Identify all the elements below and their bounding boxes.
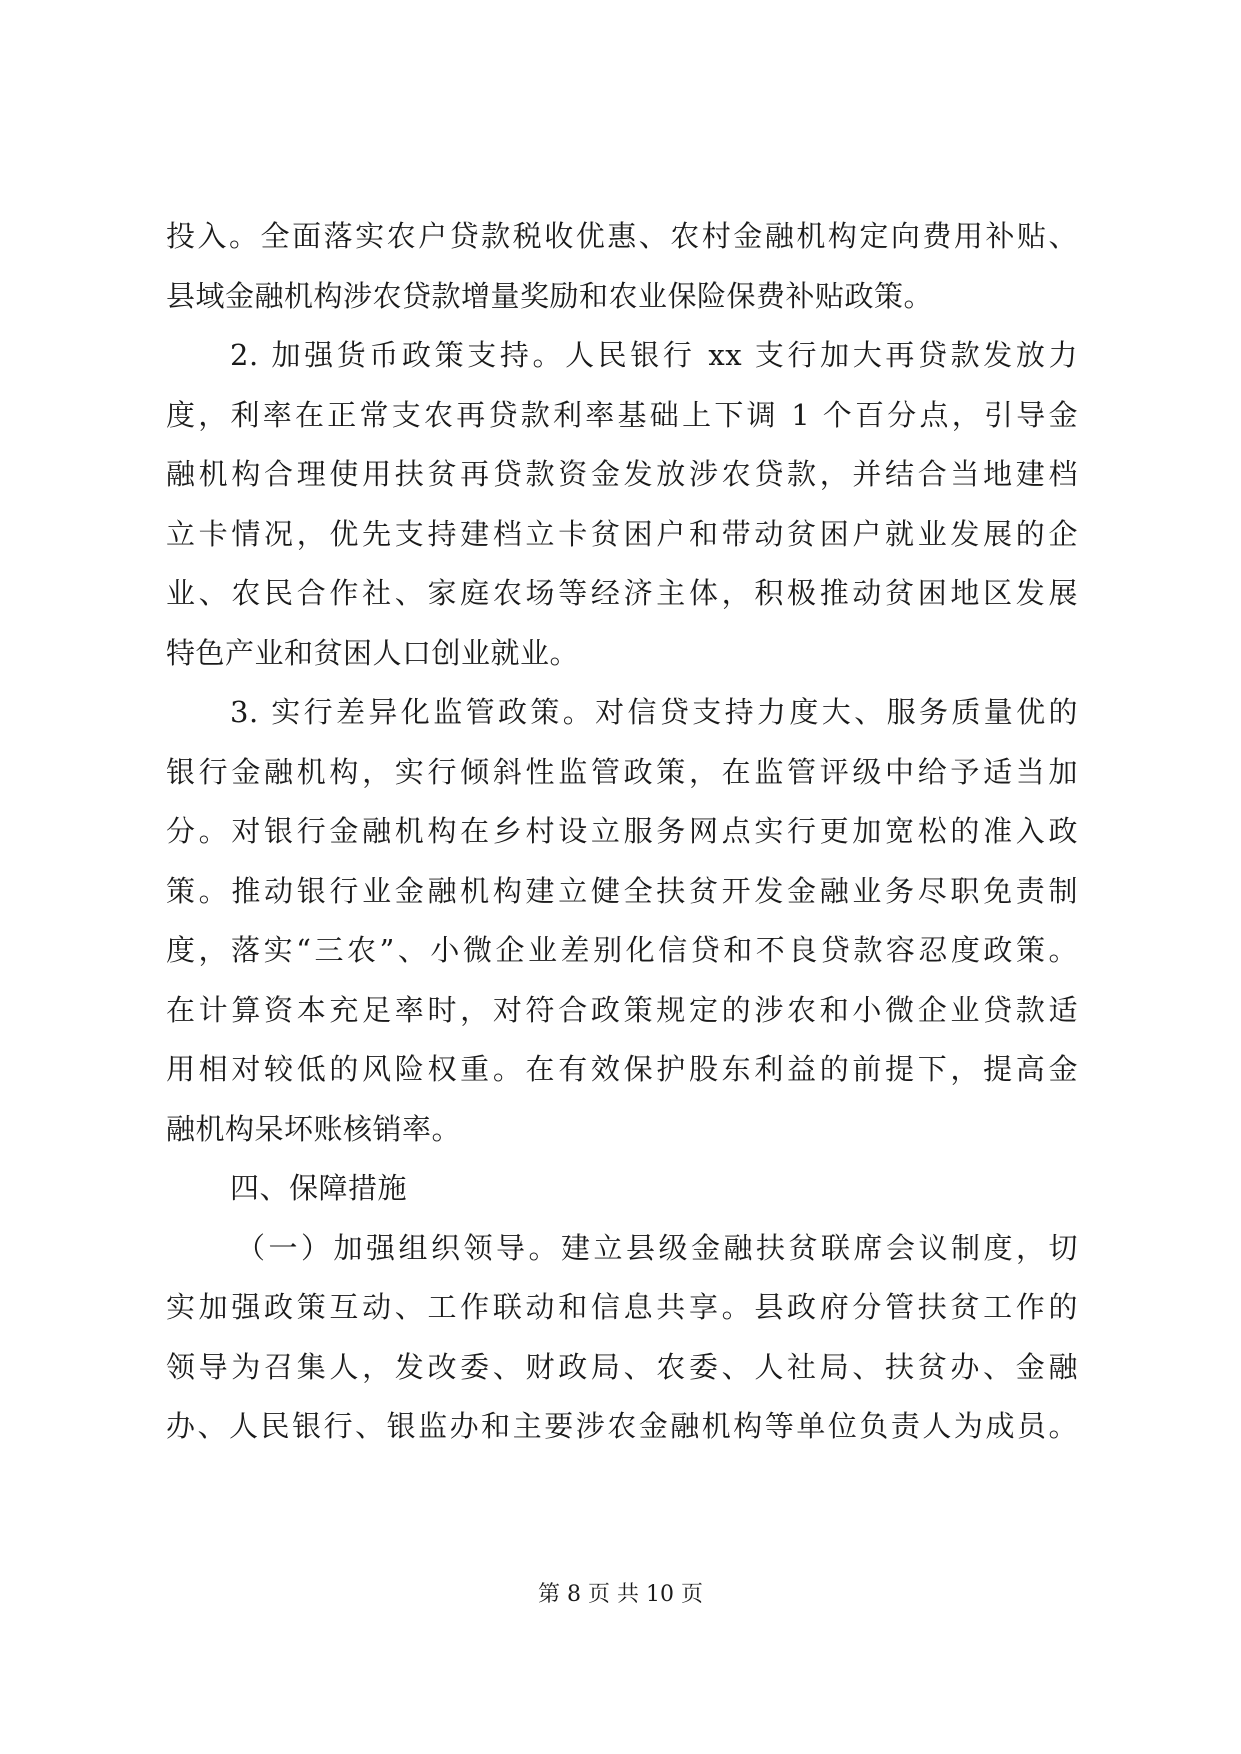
text-line: 融机构呆坏账核销率。	[166, 1111, 462, 1146]
document-body	[166, 207, 1078, 1457]
text-line: 投入。全面落实农户贷款税收优惠、农村金融机构定向费用补贴、	[166, 219, 1078, 253]
text-line: 度，落实“三农”、小微企业差别化信贷和不良贷款容忍度政策。	[166, 933, 1078, 967]
text-line: 领导为召集人，发改委、财政局、农委、人社局、扶贫办、金融	[166, 1349, 1078, 1384]
text-line: 分。对银行金融机构在乡村设立服务网点实行更加宽松的准入政	[166, 814, 1078, 848]
text-line: 度，利率在正常支农再贷款利率基础上下调 1 个百分点，引导金	[166, 397, 1078, 432]
text-line: （一）加强组织领导。建立县级金融扶贫联席会议制度，切	[236, 1230, 1078, 1265]
page-number-footer: 第 8 页 共 10 页	[538, 1582, 703, 1607]
text-line: 在计算资本充足率时，对符合政策规定的涉农和小微企业贷款适	[166, 992, 1078, 1027]
text-line: 融机构合理使用扶贫再贷款资金发放涉农贷款，并结合当地建档	[166, 457, 1078, 491]
text-line: 实加强政策互动、工作联动和信息共享。县政府分管扶贫工作的	[166, 1290, 1078, 1324]
text-line: 2. 加强货币政策支持。人民银行 xx 支行加大再贷款发放力	[230, 338, 1078, 372]
text-line: 用相对较低的风险权重。在有效保护股东利益的前提下，提高金	[166, 1052, 1078, 1086]
text-line: 立卡情况，优先支持建档立卡贫困户和带动贫困户就业发展的企	[166, 516, 1078, 551]
text-line: 业、农民合作社、家庭农场等经济主体，积极推动贫困地区发展	[166, 576, 1078, 610]
text-line: 策。推动银行业金融机构建立健全扶贫开发金融业务尽职免责制	[166, 873, 1078, 908]
text-line: 特色产业和贫困人口创业就业。	[166, 635, 580, 670]
text-line: 县域金融机构涉农贷款增量奖励和农业保险保费补贴政策。	[166, 278, 934, 313]
text-line: 银行金融机构，实行倾斜性监管政策，在监管评级中给予适当加	[166, 754, 1078, 789]
section-heading: 四、保障措施	[230, 1171, 408, 1205]
text-line: 3. 实行差异化监管政策。对信贷支持力度大、服务质量优的	[230, 695, 1078, 729]
text-line: 办、人民银行、银监办和主要涉农金融机构等单位负责人为成员。	[166, 1409, 1078, 1443]
